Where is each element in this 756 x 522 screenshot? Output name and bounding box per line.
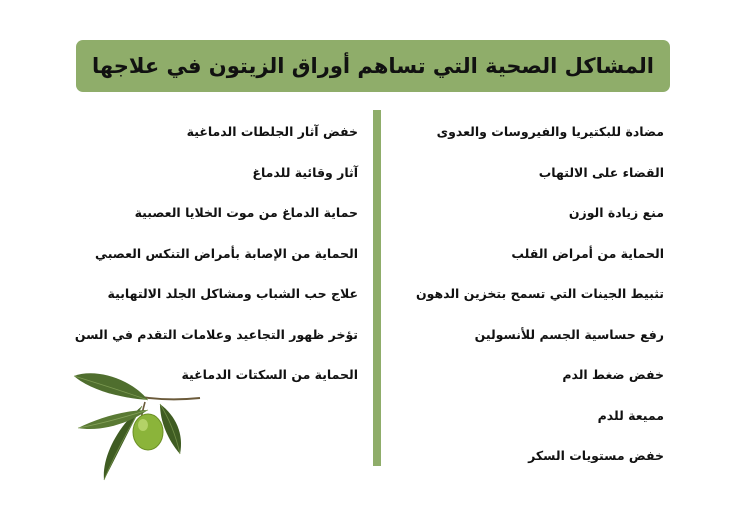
- right-column-list: [394, 118, 664, 483]
- list-item: الحماية من السكتات الدماغية: [181, 367, 358, 382]
- list-item: الحماية من الإصابة بأمراض التنكس العصبي: [95, 245, 358, 261]
- list-item: خفض آثار الجلطات الدماغية: [186, 124, 358, 139]
- column-divider: [373, 110, 381, 466]
- title-banner: [76, 40, 670, 92]
- list-item: تثبيط الجينات التي تسمح بتخزين الدهون: [415, 286, 664, 301]
- list-item: الحماية من أمراض القلب: [511, 245, 664, 261]
- list-item: آثار وقائية للدماغ: [252, 164, 358, 180]
- list-item: منع زيادة الوزن: [568, 205, 664, 220]
- page-title: المشاكل الصحية التي تساهم أوراق الزيتون في علاجها: [91, 54, 655, 78]
- list-item: خفض ضغط الدم: [562, 367, 664, 382]
- list-item: رفع حساسية الجسم للأنسولين: [474, 326, 664, 342]
- list-item: علاج حب الشباب ومشاكل الجلد الالتهابية: [107, 286, 358, 301]
- list-item: مضادة للبكتيريا والفيروسات والعدوى: [436, 124, 664, 139]
- list-item: القضاء على الالتهاب: [538, 164, 664, 180]
- list-item: خفض مستويات السكر: [528, 448, 664, 463]
- list-item: تؤخر ظهور التجاعيد وعلامات التقدم في السن: [74, 326, 358, 342]
- list-item: مميعة للدم: [597, 407, 664, 423]
- olive-branch-icon: [60, 358, 220, 488]
- list-item: حماية الدماغ من موت الخلايا العصبية: [134, 205, 358, 220]
